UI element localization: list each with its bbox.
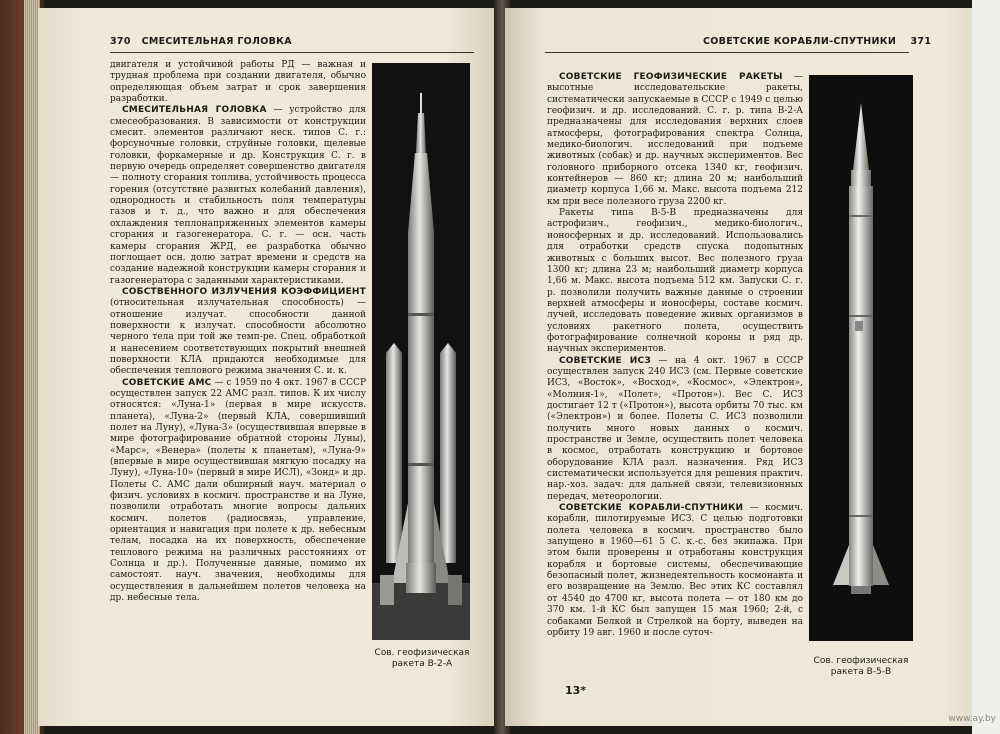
rocket-v2a-illustration <box>372 63 470 640</box>
rocket-v2a-photo <box>372 63 470 640</box>
right-page <box>505 8 975 726</box>
left-figure-caption: Сов. геофизическая ракета В-2-А <box>374 648 470 669</box>
right-page-number: 371 <box>910 36 932 47</box>
left-page <box>38 8 500 726</box>
paragraph-v5v-rockets: Ракеты типа В-5-В предназначены для астрофизич., геофизич., медико-биологич., ионосферных и др. исследований. Использовались для отработки средств спуска подопытных животных с больших высот. Вес полезного груза 1300 кг; длина 23 м; наибольший диаметр корпуса 1,66 м. Макс. высота подъема 512 км. Запуски С. г. р. позволили получить важные данные о строении верхней атмосферы и ионосферы, составе космич. лучей, исследовать поведение живых организмов в условиях ракетного полета, осуществить фотографирование солнечной короны и ряд др. научных экспериментов. <box>547 208 803 355</box>
right-head-rule <box>545 52 909 53</box>
entry-sovetskie-ams: СОВЕТСКИЕ АМС — с 1959 по 4 окт. 1967 в СССР осуществлен запуск 22 АМС разл. типов. К их числу относятся: «Луна-1» (первая в мире искусств. планета), «Луна-2» (первый КЛА, совершивший полет на Луну), «Луна-3» (осуществившая впервые в мире фотографирование обратной стороны Луны), «Марс», «Венера» (полеты к планетам), «Луна-9» (впервые в мире осуществившая мягкую посадку на Луну), «Луна-10» (первый в мире ИСЛ), «Зонд» и др. Полеты С. АМС дали обширный науч. материал о физич. условиях в космич. пространстве и на Луне, позволили отработать многие вопросы дальних космич. полетов (радиосвязь, управление, ориентация и навигация при полете к др. небесным телам, посадка на их поверхность, обеспечение теплового режима на различных расстояниях от Солнца и др.). Полученные данные, помимо их самостоят. науч. значения, необходимы для осуществления в дальнейшем полетов человека на др. небесные тела. <box>110 377 366 604</box>
left-running-head <box>110 36 292 47</box>
watermark-text: www.ay.by <box>948 714 996 724</box>
right-running-head <box>703 36 931 47</box>
background-right-edge <box>972 0 1000 734</box>
right-text-column <box>547 72 803 684</box>
left-text-column <box>110 60 366 680</box>
left-page-number: 370 <box>110 36 131 47</box>
signature-mark: 13* <box>565 684 587 697</box>
entry-smesitelnaya-golovka: СМЕСИТЕЛЬНАЯ ГОЛОВКА — устройство для смесеобразования. В зависимости от конструкции смесит. элементов различают неск. типов С. г.: форсуночные головки, струйные головки, щелевые головки, форкамерные и др. Конструкция С. г. в первую очередь определяет совершенство двигателя — полноту сгорания топлива, устойчивость процесса горения (отсутствие развитых колебаний давления), однородность и стабильность поля температуры газов и т. д., что важно и для обеспечения охлаждения теплонапряженных элементов камеры сгорания и газогенератора. С. г. — осн. часть камеры сгорания ЖРД, ее разработка обычно поглощает осн. долю затрат времени и средств на создание надежной конструкции камеры сгорания и газогенератора с заданными характеристиками. <box>110 105 366 286</box>
entry-sobstvennogo-izlucheniya: СОБСТВЕННОГО ИЗЛУЧЕНИЯ КОЭФФИЦИЕНТ (относительная излучательная способность) — отношение излучат. способности данной поверхности к излучат. способности абсолютно черного тела при той же темп-ре. Спец. обработкой и нанесением соответствующих покрытий внешней поверхности КЛА придаются необходимые для обеспечения теплового режима значения С. и. к. <box>110 286 366 377</box>
entry-korabli-sputniki: СОВЕТСКИЕ КОРАБЛИ-СПУТНИКИ — космич. корабли, пилотируемые ИСЗ. С целью подготовки полета человека в космич. пространство было запущено в 1960—61 5 С. к.-с. без экипажа. При этом были проверены и отработаны конструкция корабля и бортовые системы, обеспечивающие безопасный полет, жизнедеятельность космонавта и его возвращение на Землю. Вес этих КС составлял от 4540 до 4700 кг, высота полета — от 180 км до 370 км. 1-й КС был запущен 15 мая 1960; 2-й, с собаками Белкой и Стрелкой на борту, выведен на орбиту 19 авг. 1960 и после суточ- <box>547 503 803 638</box>
rocket-v5v-photo <box>809 75 913 641</box>
right-head-title: СОВЕТСКИЕ КОРАБЛИ-СПУТНИКИ <box>703 36 897 47</box>
left-cont-paragraph: двигателя и устойчивой работы РД — важная и трудная проблема при создании двигателя, обычно определяющая объем затрат и срок завершения разработки. <box>110 60 366 105</box>
entry-geofizicheskie-rakety: СОВЕТСКИЕ ГЕОФИЗИЧЕСКИЕ РАКЕТЫ — высотные исследовательские ракеты, систематически запускаемые в СССР с 1949 с целью геофизич. и др. исследований. С. г. р. типа В-2-А предназначены для исследования верхних слоев атмосферы, фотографирования спектра Солнца, медико-биологич. исследований при подъеме животных (собак) и др. научных экспериментов. Вес головного приборного отсека 1340 кг, геофизич. контейнеров — 860 кг; длина 20 м; наибольший диаметр корпуса 1,66 м. Макс. высота подъема 212 км при весе полезного груза 2200 кг. <box>547 72 803 207</box>
rocket-v5v-illustration <box>809 75 913 641</box>
left-head-rule <box>110 52 474 53</box>
left-head-title: СМЕСИТЕЛЬНАЯ ГОЛОВКА <box>141 36 292 47</box>
right-figure-caption: Сов. геофизическая ракета В-5-В <box>813 656 909 677</box>
entry-sovetskie-isz: СОВЕТСКИЕ ИСЗ — на 4 окт. 1967 в СССР осуществлен запуск 240 ИСЗ (см. Первые советские ИСЗ, «Восток», «Восход», «Космос», «Электрон», «Молния-1», «Полет», «Протон»). Вес С. ИСЗ достигает 12 т («Протон»), высота орбиты 70 тыс. км («Электрон») и более. Полеты С. ИСЗ позволили получить много новых данных о космич. пространстве и Земле, осуществить полет человека в космос, отработать конструкцию и бортовое оборудование КЛА разл. назначения. Ряд ИСЗ систематически используется для решения практич. нар.-хоз. задач: для дальней связи, телевизионных передач, метеорологии. <box>547 355 803 502</box>
